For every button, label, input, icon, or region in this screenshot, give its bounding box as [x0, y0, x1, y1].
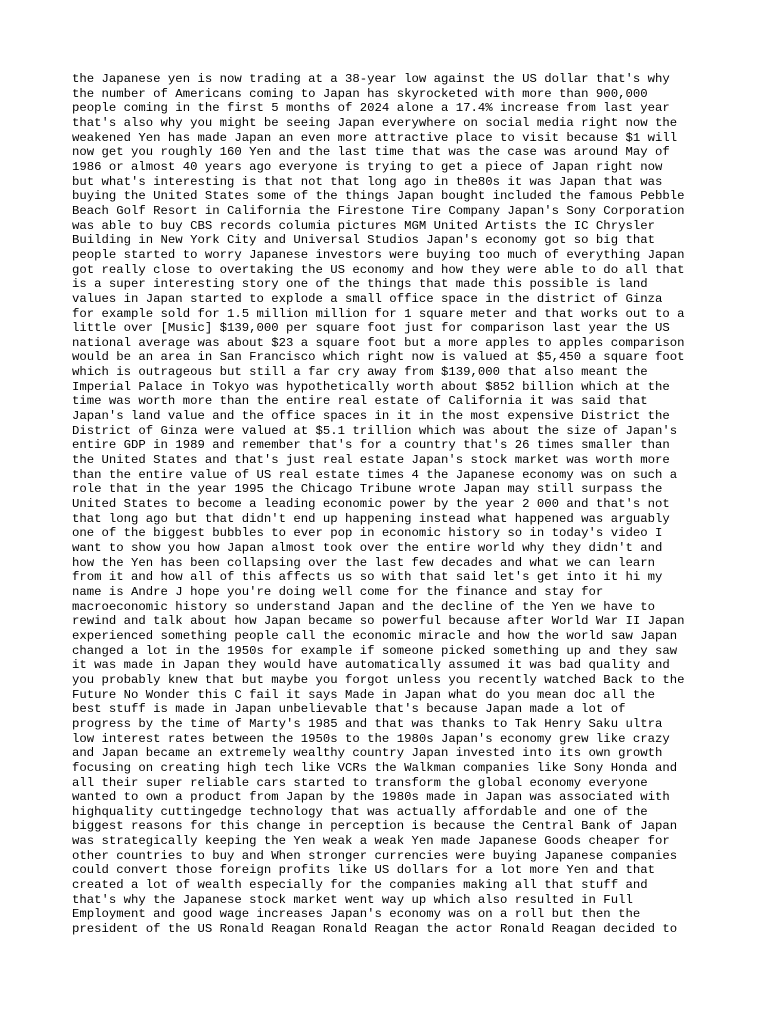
text-line: Future No Wonder this C fail it says Made in Japan what do you mean doc all the: [72, 687, 655, 702]
text-line: is a super interesting story one of the things that made this possible is land: [72, 277, 648, 292]
text-line: wanted to own a product from Japan by the 1980s made in Japan was associated with: [72, 790, 670, 805]
text-line: one of the biggest bubbles to ever pop in economic history so in today's video I: [72, 526, 663, 541]
text-line: entire GDP in 1989 and remember that's for a country that's 26 times smaller than: [72, 438, 670, 453]
text-line: but what's interesting is that not that long ago in the80s it was Japan that was: [72, 174, 663, 189]
text-line: role that in the year 1995 the Chicago Tribune wrote Japan may still surpass the: [72, 482, 663, 497]
text-line: it was made in Japan they would have automatically assumed it was bad quality and: [72, 658, 670, 673]
text-line: from it and how all of this affects us so with that said let's get into it hi my: [72, 570, 663, 585]
text-line: experienced something people call the economic miracle and how the world saw Japan: [72, 628, 678, 643]
text-line: you probably knew that but maybe you forgot unless you recently watched Back to the: [72, 672, 685, 687]
text-line: would be an area in San Francisco which right now is valued at $5,450 a square foot: [72, 350, 685, 365]
text-line: the number of Americans coming to Japan has skyrocketed with more than 900,000: [72, 86, 648, 101]
text-line: the Japanese yen is now trading at a 38-year low against the US dollar that's why: [72, 72, 670, 86]
text-line: time was worth more than the entire real estate of California it was said that: [72, 394, 648, 409]
text-line: that long ago but that didn't end up happening instead what happened was arguably: [72, 511, 670, 526]
text-line: name is Andre J hope you're doing well come for the finance and stay for: [72, 584, 604, 599]
text-line: the United States and that's just real estate Japan's stock market was worth more: [72, 453, 670, 468]
text-line: Japan's land value and the office spaces in it in the most expensive District the: [72, 409, 670, 424]
text-line: national average was about $23 a square foot but a more apples to apples comparison: [72, 335, 685, 350]
text-line: biggest reasons for this change in perception is because the Central Bank of Japan: [72, 819, 678, 834]
text-line: United States to become a leading economic power by the year 2 000 and that's not: [72, 497, 670, 512]
text-line: rewind and talk about how Japan became so powerful because after World War II Japan: [72, 614, 685, 629]
text-line: changed a lot in the 1950s for example if someone picked something up and they saw: [72, 643, 678, 658]
text-line: president of the US Ronald Reagan Ronald Reagan the actor Ronald Reagan decided to: [72, 922, 678, 937]
text-line: values in Japan started to explode a small office space in the district of Ginza: [72, 291, 663, 306]
text-line: progress by the time of Marty's 1985 and that was thanks to Tak Henry Saku ultra: [72, 716, 663, 731]
text-line: Employment and good wage increases Japan's economy was on a roll but then the: [72, 907, 641, 922]
text-line: and Japan became an extremely wealthy country Japan invested into its own growth: [72, 746, 663, 761]
text-line: Imperial Palace in Tokyo was hypothetically worth about $852 billion which at the: [72, 379, 670, 394]
text-line: all their super reliable cars started to transform the global economy everyone: [72, 775, 648, 790]
text-line: macroeconomic history so understand Japan and the decline of the Yen we have to: [72, 599, 655, 614]
text-line: Beach Golf Resort in California the Firestone Tire Company Japan's Sony Corporation: [72, 203, 685, 218]
text-line: focusing on creating high tech like VCRs the Walkman companies like Sony Honda and: [72, 760, 678, 775]
text-line: was able to buy CBS records columia pictures MGM United Artists the IC Chrysler: [72, 218, 655, 233]
text-line: best stuff is made in Japan unbelievable that's because Japan made a lot of: [72, 702, 626, 717]
text-line: people coming in the first 5 months of 2024 alone a 17.4% increase from last year: [72, 101, 670, 116]
text-line: could convert those foreign profits like US dollars for a lot more Yen and that: [72, 863, 655, 878]
text-line: other countries to buy and When stronger currencies were buying Japanese companies: [72, 848, 678, 863]
text-line: highquality cuttingedge technology that was actually affordable and one of the: [72, 804, 648, 819]
text-line: for example sold for 1.5 million million for 1 square meter and that works out to a: [72, 306, 685, 321]
document-body: [72, 72, 702, 937]
text-line: which is outrageous but still a far cry away from $139,000 that also meant the: [72, 365, 648, 380]
text-line: created a lot of wealth especially for the companies making all that stuff and: [72, 878, 648, 893]
text-line: was strategically keeping the Yen weak a weak Yen made Japanese Goods cheaper for: [72, 834, 670, 849]
text-line: little over [Music] $139,000 per square foot just for comparison last year the US: [72, 321, 670, 336]
text-line: Building in New York City and Universal Studios Japan's economy got so big that: [72, 233, 655, 248]
text-line: low interest rates between the 1950s to the 1980s Japan's economy grew like crazy: [72, 731, 670, 746]
text-line: District of Ginza were valued at $5.1 trillion which was about the size of Japan's: [72, 423, 678, 438]
text-line: that's also why you might be seeing Japan everywhere on social media right now the: [72, 115, 678, 130]
text-line: weakened Yen has made Japan an even more attractive place to visit because $1 will: [72, 130, 678, 145]
text-line: people started to worry Japanese investors were buying too much of everything Japan: [72, 247, 685, 262]
text-line: got really close to overtaking the US economy and how they were able to do all that: [72, 262, 685, 277]
text-line: that's why the Japanese stock market went way up which also resulted in Full: [72, 892, 633, 907]
text-line: want to show you how Japan almost took over the entire world why they didn't and: [72, 541, 663, 555]
text-line: 1986 or almost 40 years ago everyone is trying to get a piece of Japan right now: [72, 159, 663, 174]
text-line: now get you roughly 160 Yen and the last time that was the case was around May of: [72, 145, 670, 160]
text-line: how the Yen has been collapsing over the last few decades and what we can learn: [72, 555, 655, 570]
text-line: buying the United States some of the things Japan bought included the famous Pebble: [72, 189, 685, 204]
text-line: than the entire value of US real estate times 4 the Japanese economy was on such a: [72, 467, 678, 482]
